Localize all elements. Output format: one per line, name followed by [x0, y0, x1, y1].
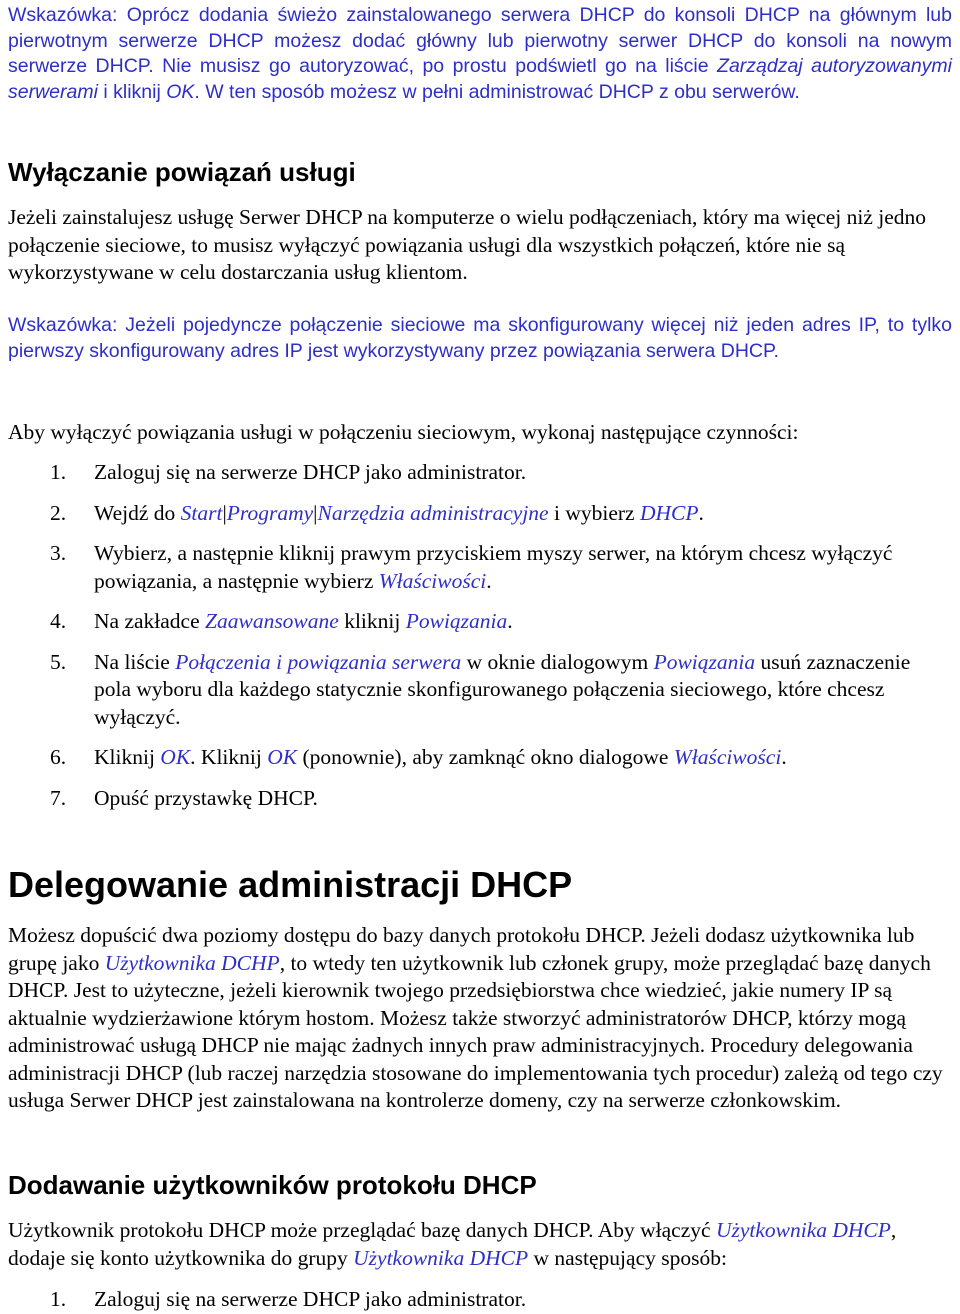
step-text: Opuść przystawkę DHCP.: [94, 785, 318, 810]
link-dhcp-users-group[interactable]: Użytkownika DHCP: [353, 1245, 529, 1270]
step-text: usuń zaznaczenie pola wyboru dla każdego statycznie skonfigurowanego połączenia sieciowego, które chcesz wyłączyć.: [94, 649, 911, 729]
link-ok[interactable]: OK: [160, 745, 191, 769]
step-text: Na zakładce: [94, 609, 206, 633]
link-properties[interactable]: Właściwości: [673, 745, 782, 769]
tip-paragraph: [8, 3, 952, 105]
list-item: [8, 649, 952, 732]
link-dhcp[interactable]: DHCP: [639, 500, 699, 525]
link-ok[interactable]: OK: [166, 80, 195, 103]
tip-text: . W ten sposób możesz w pełni administrować DHCP z obu serwerów.: [194, 80, 800, 103]
steps-list: [8, 1286, 952, 1314]
link-dhcp-users[interactable]: Użytkownika DCHP: [104, 950, 280, 975]
steps-list: [8, 459, 952, 812]
link-manage-authorized-servers[interactable]: Zarządzaj autoryzowanymi serwerami: [8, 55, 952, 103]
step-text: kliknij: [338, 609, 406, 633]
tip-text: Wskazówka: Oprócz dodania świeżo zainstalowanego serwera DHCP do konsoli DHCP na głównym lub pierwotnym serwerze DHCP możesz dodać główny lub pierwotny serwer DHCP do konsoli na nowym serwerze DHCP. Nie musisz go autoryzować, po prostu podświetl go na liście: [8, 4, 952, 77]
step-text: . Kliknij: [190, 745, 268, 769]
tip-text: i kliknij: [97, 80, 167, 103]
section-heading: Dodawanie użytkowników protokołu DHCP: [8, 1170, 537, 1200]
step-text: Zaloguj się na serwerze DHCP jako administrator.: [94, 460, 527, 484]
link-admin-tools[interactable]: Narzędzia administracyjne: [317, 500, 549, 525]
step-text: (ponownie), aby zamknąć okno dialogowe: [297, 745, 674, 769]
step-text: .: [507, 609, 513, 633]
body-paragraph: [8, 1217, 952, 1272]
body-text: , dodaje się konto użytkownika do grupy: [8, 1218, 897, 1270]
link-programs[interactable]: Programy: [226, 500, 314, 525]
step-number: 4.: [50, 609, 67, 633]
section-heading: Wyłączanie powiązań usługi: [8, 157, 356, 187]
step-number: 6.: [50, 745, 67, 769]
step-number: 1.: [50, 1287, 67, 1311]
body-paragraph: Jeżeli zainstalujesz usługę Serwer DHCP na komputerze o wielu podłączeniach, który ma więcej niż jedno połączenie sieciowe, to musisz wyłączyć powiązania usługi dla wszystkich połączeń, które nie są wykorzystywane w celu dostarczania usług klientom.: [8, 205, 927, 284]
list-item: [8, 459, 952, 487]
step-text: .: [698, 500, 704, 525]
link-connections-bindings-list[interactable]: Połączenia i powiązania serwera: [175, 649, 462, 674]
list-item: [8, 608, 952, 636]
step-number: 1.: [50, 460, 67, 484]
list-item: [8, 744, 952, 772]
step-number: 5.: [50, 649, 67, 674]
step-text: Kliknij: [94, 745, 161, 769]
link-properties[interactable]: Właściwości: [378, 568, 487, 593]
list-item: [8, 1286, 952, 1314]
path-separator: |: [313, 500, 318, 525]
link-bindings[interactable]: Powiązania: [653, 649, 756, 674]
step-text: Wybierz, a następnie kliknij prawym przyciskiem myszy serwer, na którym chcesz wyłączyć powiązania, a następnie wybierz: [94, 541, 893, 593]
step-number: 7.: [50, 785, 67, 810]
link-ok[interactable]: OK: [267, 745, 298, 769]
step-number: 3.: [50, 541, 67, 565]
body-paragraph: [8, 922, 952, 1115]
step-text: i wybierz: [548, 500, 640, 525]
link-start[interactable]: Start: [180, 500, 223, 525]
body-text: Możesz dopuścić dwa poziomy dostępu do bazy danych protokołu DHCP. Jeżeli dodasz użytkownika lub grupę jako: [8, 923, 915, 975]
link-dhcp-users[interactable]: Użytkownika DHCP: [715, 1218, 891, 1242]
body-text: , to wtedy ten użytkownik lub członek grupy, może przeglądać bazę danych DHCP. Jest to użyteczne, jeżeli kierownik twojego przedsiębiorstwa chce wiedzieć, jakie numery IP są aktualnie wydzierżawione którym hostom. Możesz także stworzyć administratorów DHCP, którzy mogą administrować usługą DHCP nie mając żadnych innych praw administracyjnych. Procedury delegowania administracji DHCP (lub raczej narzędzia stosowane do implementowania tych procedur) zależą od tego czy usługa Serwer DHCP jest zainstalowana na kontrolerze domeny, czy na serwerze członkowskim.: [8, 950, 943, 1112]
step-text: w oknie dialogowym: [461, 649, 654, 674]
path-separator: |: [222, 500, 227, 525]
step-text: Wejdź do: [94, 500, 181, 525]
step-text: Na liście: [94, 649, 176, 674]
list-item: [8, 500, 952, 528]
body-paragraph: Aby wyłączyć powiązania usługi w połączeniu sieciowym, wykonaj następujące czynności:: [8, 420, 799, 444]
step-text: .: [486, 568, 492, 593]
tip-paragraph: Wskazówka: Jeżeli pojedyncze połączenie sieciowe ma skonfigurowany więcej niż jeden adres IP, to tylko pierwszy skonfigurowany adres IP jest wykorzystywany przez powiązania serwera DHCP.: [8, 314, 952, 362]
list-item: [8, 785, 952, 813]
link-bindings[interactable]: Powiązania: [405, 609, 508, 633]
step-number: 2.: [50, 500, 67, 525]
step-text: Zaloguj się na serwerze DHCP jako administrator.: [94, 1287, 527, 1311]
body-text: Użytkownik protokołu DHCP może przeglądać bazę danych DHCP. Aby włączyć: [8, 1218, 716, 1242]
body-text: w następujący sposób:: [528, 1245, 727, 1270]
chapter-heading: Delegowanie administracji DHCP: [8, 864, 573, 905]
list-item: [8, 540, 952, 595]
step-text: .: [781, 745, 787, 769]
link-advanced-tab[interactable]: Zaawansowane: [205, 609, 339, 633]
